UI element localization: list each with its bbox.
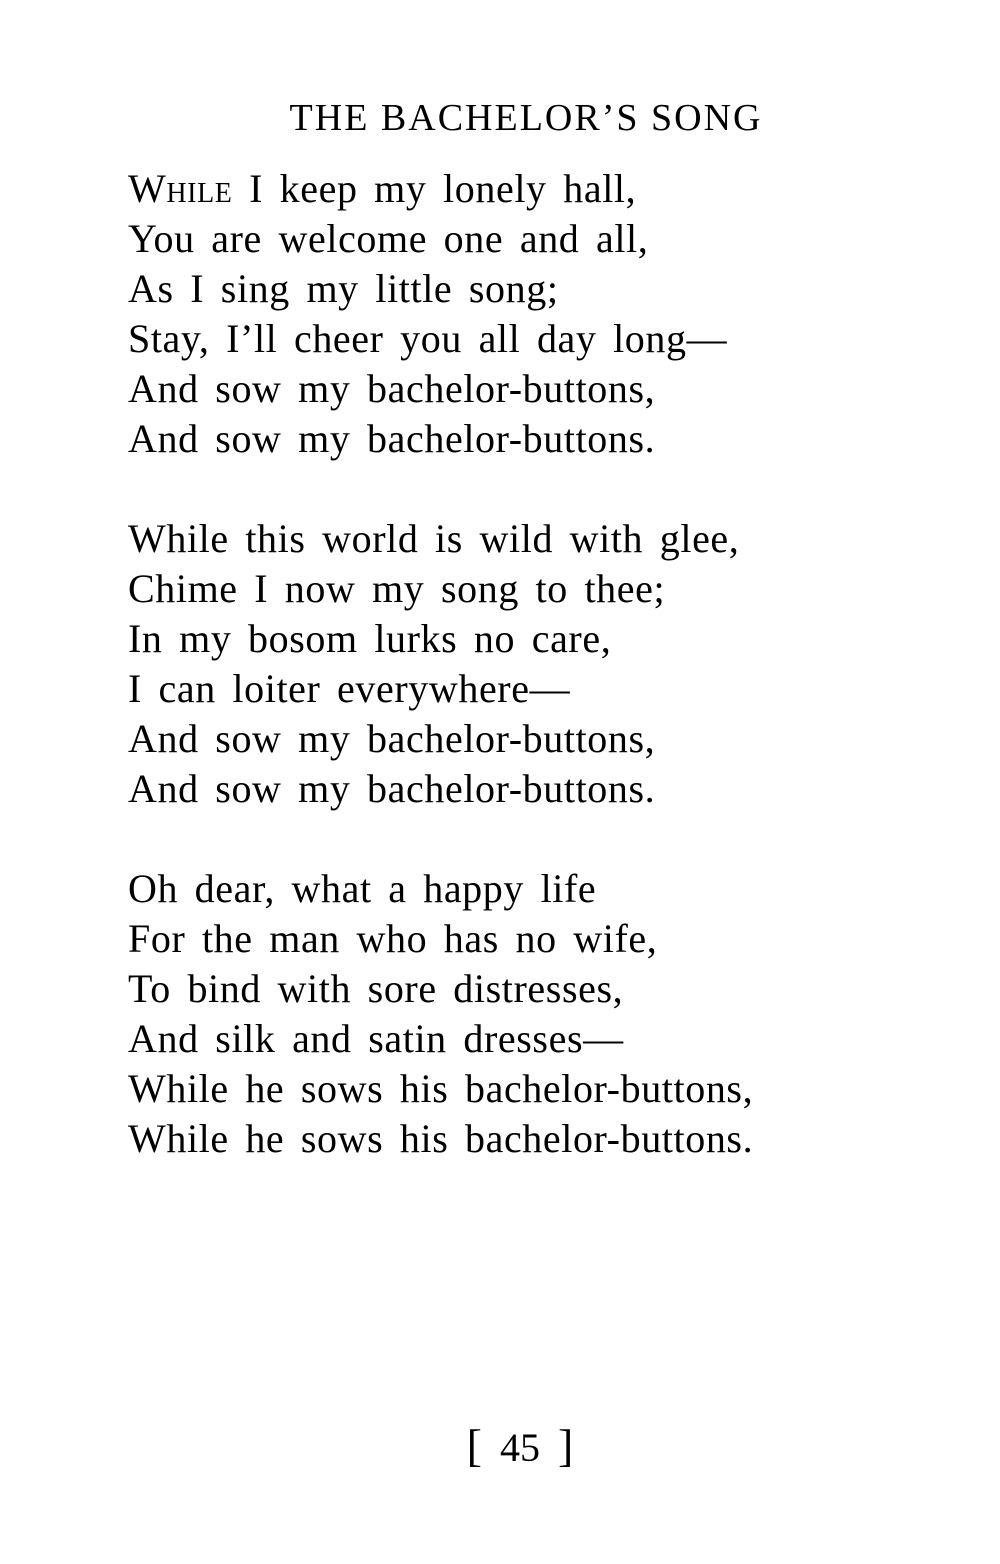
poem-body [128,164,888,1214]
poem-line: While he sows his bachelor-buttons. [128,1116,754,1161]
stanza-1 [128,164,888,464]
poem-line: To bind with sore distresses, [128,966,624,1011]
poem-line: Chime I now my song to thee; [128,566,666,611]
poem-line: And sow my bachelor-buttons, [128,366,656,411]
poem-line: While he sows his bachelor-buttons, [128,1066,754,1111]
poem-line: As I sing my little song; [128,266,559,311]
poem-line: And sow my bachelor-buttons. [128,416,656,461]
page-number-value: 45 [500,1425,540,1470]
left-bracket: [ [466,1420,482,1471]
poem-line: For the man who has no wife, [128,916,658,961]
smallcaps-opening-word: While [128,166,233,211]
poem-line: Oh dear, what a happy life [128,866,597,911]
poem-line: While this world is wild with glee, [128,516,740,561]
right-bracket: ] [558,1420,574,1471]
poem-line: And sow my bachelor-buttons. [128,766,656,811]
poem-line: And silk and satin dresses— [128,1016,624,1061]
stanza-3 [128,864,888,1164]
poem-line: I can loiter everywhere— [128,666,571,711]
stanza-2 [128,514,888,814]
page-number [0,1418,1000,1476]
poem-line: You are welcome one and all, [128,216,649,261]
poem-line: In my bosom lurks no care, [128,616,612,661]
poem-line: And sow my bachelor-buttons, [128,716,656,761]
line-remainder: I keep my lonely hall, [232,166,637,211]
poem-line [128,164,888,214]
poem-title: THE BACHELOR’S SONG [289,97,763,139]
poem-line: Stay, I’ll cheer you all day long— [128,316,728,361]
